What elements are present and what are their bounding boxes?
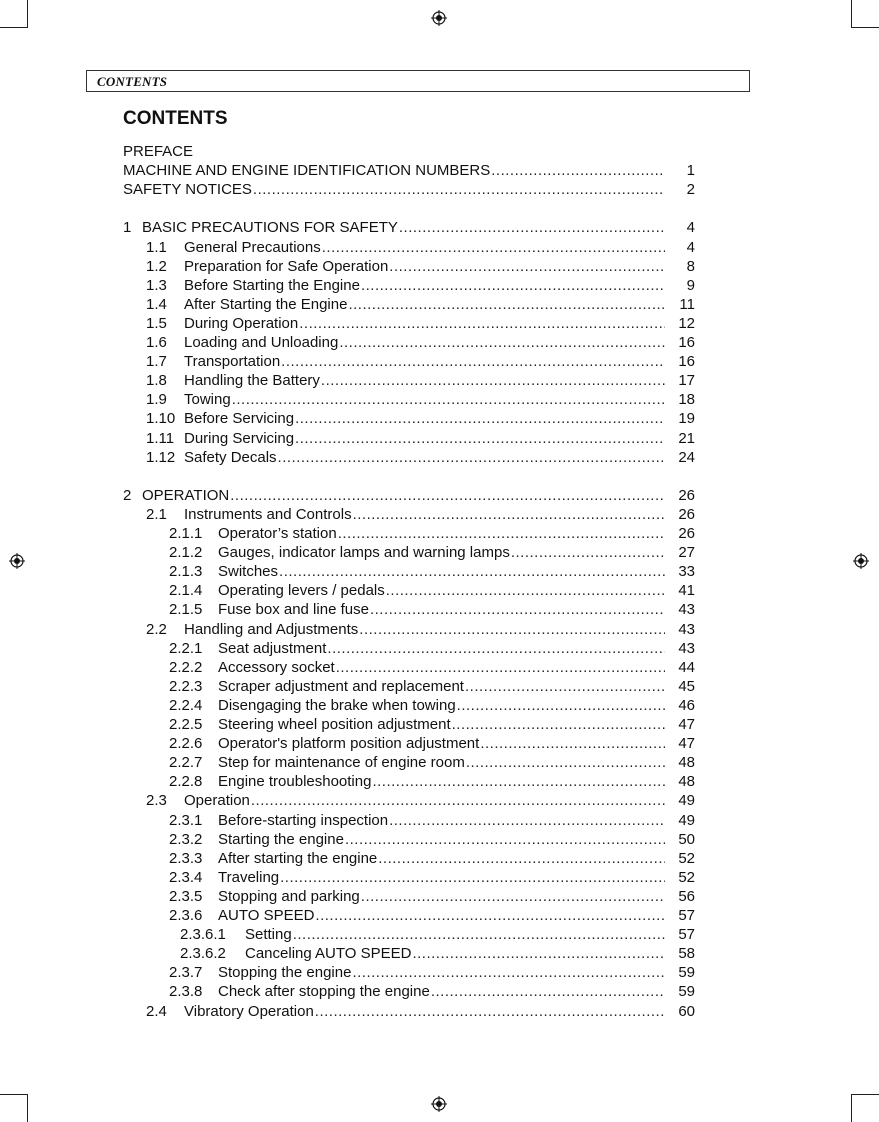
toc-entry-page-number: 9 — [686, 277, 695, 294]
toc-entry[interactable] — [169, 906, 695, 925]
toc-dot-leader — [315, 906, 665, 925]
toc-entry-page-number: 43 — [678, 601, 695, 618]
toc-entry[interactable] — [169, 868, 695, 887]
toc-dot-leader — [280, 868, 665, 887]
toc-entry-number: 2.2.3 — [169, 678, 203, 695]
toc-entry-number: 2.4 — [146, 1003, 167, 1020]
toc-entry[interactable] — [146, 257, 695, 276]
toc-entry-title: Setting — [245, 926, 292, 943]
toc-entry-page-number: 56 — [678, 888, 695, 905]
crop-mark-bottom-right-h — [851, 1094, 879, 1095]
toc-dot-leader — [230, 486, 665, 505]
toc-dot-leader — [412, 944, 665, 963]
toc-entry-title: Instruments and Controls — [184, 506, 352, 523]
toc-entry-number: 1.7 — [146, 353, 167, 370]
toc-dot-leader — [253, 180, 665, 199]
toc-entry-title: Fuse box and line fuse — [218, 601, 369, 618]
toc-entry-page-number: 52 — [678, 850, 695, 867]
toc-entry-page-number: 24 — [678, 449, 695, 466]
toc-entry-page-number: 60 — [678, 1003, 695, 1020]
toc-entry[interactable] — [146, 429, 695, 448]
toc-entry-number: 1.1 — [146, 239, 167, 256]
registration-mark-icon — [431, 1096, 447, 1112]
toc-dot-leader — [232, 390, 665, 409]
toc-entry-number: 2.3.6.2 — [180, 945, 226, 962]
crop-mark-top-right-v — [851, 0, 852, 28]
toc-dot-leader — [370, 600, 665, 619]
toc-dot-leader — [278, 448, 665, 467]
toc-entry-page-number: 43 — [678, 640, 695, 657]
toc-entry-page-number: 46 — [678, 697, 695, 714]
toc-entry-title: Operator's platform position adjustment — [218, 735, 480, 752]
toc-entry-number: 2.3.5 — [169, 888, 203, 905]
toc-dot-leader — [359, 620, 665, 639]
toc-entry-title: Loading and Unloading — [184, 334, 339, 351]
toc-entry-number: 2 — [123, 487, 132, 504]
toc-entry-page-number: 26 — [678, 506, 695, 523]
toc-dot-leader — [452, 715, 665, 734]
toc-dot-leader — [336, 658, 665, 677]
toc-entry[interactable] — [146, 295, 695, 314]
toc-entry-title: Starting the engine — [218, 831, 344, 848]
toc-entry[interactable] — [169, 811, 695, 830]
toc-entry-page-number: 18 — [678, 391, 695, 408]
toc-entry-page-number: 1 — [686, 162, 695, 179]
toc-entry-title: After Starting the Engine — [184, 296, 348, 313]
toc-entry-title: After starting the engine — [218, 850, 378, 867]
toc-entry-number: 1 — [123, 219, 132, 236]
toc-entry-number: 2.3.7 — [169, 964, 203, 981]
toc-entry[interactable] — [169, 581, 695, 600]
toc-entry-number: 2.3.4 — [169, 869, 203, 886]
toc-entry-title: Stopping the engine — [218, 964, 352, 981]
toc-dot-leader — [295, 409, 665, 428]
toc-entry-page-number: 47 — [678, 735, 695, 752]
toc-entry-number: 2.2.5 — [169, 716, 203, 733]
toc-entry-title: Vibratory Operation — [184, 1003, 314, 1020]
toc-dot-leader — [339, 333, 665, 352]
toc-entry-number: 1.3 — [146, 277, 167, 294]
toc-dot-leader — [431, 982, 665, 1001]
toc-entry[interactable] — [169, 734, 695, 753]
toc-entry-title: Engine troubleshooting — [218, 773, 372, 790]
toc-entry-page-number: 26 — [678, 525, 695, 542]
toc-entry-page-number: 21 — [678, 430, 695, 447]
toc-entry[interactable] — [146, 620, 695, 639]
toc-entry-title: Canceling AUTO SPEED — [245, 945, 412, 962]
toc-entry-number: 2.1.1 — [169, 525, 203, 542]
toc-entry[interactable] — [169, 600, 695, 619]
crop-mark-top-left-h — [0, 27, 28, 28]
toc-entry[interactable] — [146, 371, 695, 390]
toc-entry-title: Switches — [218, 563, 279, 580]
toc-entry-title: Check after stopping the engine — [218, 983, 430, 1000]
toc-dot-leader — [386, 581, 665, 600]
toc-entry[interactable] — [123, 180, 695, 199]
toc-entry-number: 2.1.2 — [169, 544, 203, 561]
toc-dot-leader — [457, 696, 665, 715]
toc-entry[interactable] — [180, 925, 695, 944]
toc-entry-number: 2.2.7 — [169, 754, 203, 771]
registration-mark-icon — [431, 10, 447, 26]
toc-entry-page-number: 27 — [678, 544, 695, 561]
running-header — [86, 70, 750, 92]
toc-entry-title: Towing — [184, 391, 231, 408]
toc-entry-number: 2.1 — [146, 506, 167, 523]
running-header-label: CONTENTS — [97, 74, 168, 89]
toc-entry[interactable] — [146, 276, 695, 295]
toc-entry-title: Stopping and parking — [218, 888, 360, 905]
toc-entry[interactable] — [169, 639, 695, 658]
toc-entry-page-number: 16 — [678, 353, 695, 370]
toc-entry-title: Seat adjustment — [218, 640, 327, 657]
toc-entry-title: Gauges, indicator lamps and warning lamps — [218, 544, 510, 561]
toc-dot-leader — [251, 791, 665, 810]
toc-entry-page-number: 2 — [686, 181, 695, 198]
toc-entry-page-number: 11 — [679, 296, 695, 313]
toc-entry-number: 1.4 — [146, 296, 167, 313]
toc-entry-number: 1.5 — [146, 315, 167, 332]
toc-entry-number: 2.2.4 — [169, 697, 203, 714]
toc-entry-title: MACHINE AND ENGINE IDENTIFICATION NUMBERS — [123, 162, 491, 179]
toc-entry[interactable] — [146, 1002, 695, 1021]
toc-entry[interactable] — [169, 772, 695, 791]
toc-entry[interactable] — [146, 791, 695, 810]
toc-entry[interactable] — [169, 524, 695, 543]
toc-dot-leader — [389, 811, 665, 830]
toc-dot-leader — [389, 257, 665, 276]
toc-entry-title: AUTO SPEED — [218, 907, 315, 924]
toc-entry[interactable] — [169, 887, 695, 906]
toc-entry-page-number: 47 — [678, 716, 695, 733]
toc-dot-leader — [352, 963, 665, 982]
toc-entry-number: 2.3.6.1 — [180, 926, 226, 943]
toc-entry-number: 2.2.6 — [169, 735, 203, 752]
toc-entry-number: 2.3.2 — [169, 831, 203, 848]
toc-entry[interactable] — [169, 543, 695, 562]
toc-entry-page-number: 57 — [678, 907, 695, 924]
toc-entry-title: Before Servicing — [184, 410, 295, 427]
toc-dot-leader — [338, 524, 665, 543]
toc-entry-title: During Servicing — [184, 430, 295, 447]
toc-entry-title: Steering wheel position adjustment — [218, 716, 451, 733]
toc-entry-title: PREFACE — [123, 143, 194, 160]
toc-entry[interactable] — [146, 314, 695, 333]
toc-dot-leader — [378, 849, 665, 868]
toc-entry[interactable] — [169, 562, 695, 581]
toc-entry[interactable] — [169, 830, 695, 849]
toc-entry-page-number: 48 — [678, 754, 695, 771]
toc-entry[interactable] — [146, 238, 695, 257]
toc-dot-leader — [281, 352, 665, 371]
toc-entry[interactable] — [146, 409, 695, 428]
toc-entry[interactable] — [123, 161, 695, 180]
toc-entry-number: 2.3 — [146, 792, 167, 809]
toc-entry-title: Scraper adjustment and replacement — [218, 678, 464, 695]
toc-entry-page-number: 58 — [678, 945, 695, 962]
toc-entry-title: Operator’s station — [218, 525, 337, 542]
toc-entry-page-number: 33 — [678, 563, 695, 580]
toc-entry-page-number: 45 — [678, 678, 695, 695]
toc-dot-leader — [295, 429, 665, 448]
toc-entry[interactable] — [146, 448, 695, 467]
toc-entry[interactable] — [123, 486, 695, 505]
toc-entry-title: Before-starting inspection — [218, 812, 389, 829]
toc-entry[interactable] — [146, 505, 695, 524]
toc-entry-number: 1.10 — [146, 410, 176, 427]
crop-mark-top-right-h — [851, 27, 879, 28]
toc-entry-number: 2.1.3 — [169, 563, 203, 580]
toc-entry-number: 1.2 — [146, 258, 167, 275]
toc-entry-title: Safety Decals — [184, 449, 277, 466]
toc-dot-leader — [327, 639, 665, 658]
toc-entry-page-number: 16 — [678, 334, 695, 351]
toc-dot-leader — [372, 772, 665, 791]
toc-dot-leader — [321, 371, 665, 390]
toc-dot-leader — [345, 830, 665, 849]
toc-entry-title: SAFETY NOTICES — [123, 181, 252, 198]
toc-dot-leader — [465, 677, 665, 696]
registration-mark-icon — [853, 553, 869, 569]
toc-entry-number: 1.9 — [146, 391, 167, 408]
toc-dot-leader — [279, 562, 665, 581]
toc-entry-title: Handling the Battery — [184, 372, 320, 389]
toc-entry-title: Operation — [184, 792, 250, 809]
toc-entry-page-number: 4 — [686, 219, 695, 236]
toc-entry-page-number: 8 — [686, 258, 695, 275]
toc-entry-page-number: 44 — [678, 659, 695, 676]
toc-entry-page-number: 57 — [678, 926, 695, 943]
toc-entry[interactable] — [180, 944, 695, 963]
toc-entry-page-number: 49 — [678, 812, 695, 829]
toc-entry-title: Handling and Adjustments — [184, 621, 359, 638]
toc-entry-number: 2.3.6 — [169, 907, 203, 924]
toc-entry-number: 2.2.2 — [169, 659, 203, 676]
toc-entry-page-number: 26 — [678, 487, 695, 504]
toc-entry-page-number: 17 — [678, 372, 695, 389]
toc-entry-number: 1.6 — [146, 334, 167, 351]
toc-entry-title: Transportation — [184, 353, 281, 370]
toc-entry-title: Operating levers / pedals — [218, 582, 385, 599]
toc-entry-number: 2.1.4 — [169, 582, 203, 599]
toc-entry[interactable] — [169, 849, 695, 868]
crop-mark-top-left-v — [27, 0, 28, 28]
toc-entry-page-number: 50 — [678, 831, 695, 848]
toc-entry[interactable] — [169, 753, 695, 772]
crop-mark-bottom-right-v — [851, 1094, 852, 1122]
toc-entry[interactable] — [146, 390, 695, 409]
toc-entry-number: 2.2.1 — [169, 640, 203, 657]
toc-entry-title: Step for maintenance of engine room — [218, 754, 465, 771]
toc-entry-title: OPERATION — [142, 487, 230, 504]
toc-entry-title: Accessory socket — [218, 659, 335, 676]
toc-entry-page-number: 48 — [678, 773, 695, 790]
toc-entry-number: 1.11 — [146, 430, 175, 447]
toc-dot-leader — [480, 734, 665, 753]
toc-entry-number: 2.3.3 — [169, 850, 203, 867]
toc-entry-page-number: 52 — [678, 869, 695, 886]
toc-entry[interactable] — [169, 963, 695, 982]
toc-entry-page-number: 43 — [678, 621, 695, 638]
toc-entry-title: BASIC PRECAUTIONS FOR SAFETY — [142, 219, 398, 236]
toc-entry-number: 2.2.8 — [169, 773, 203, 790]
toc-entry-title: Traveling — [218, 869, 280, 886]
toc-entry-number: 2.3.1 — [169, 812, 203, 829]
toc-entry[interactable] — [146, 352, 695, 371]
toc-dot-leader — [353, 505, 665, 524]
toc-dot-leader — [511, 543, 665, 562]
toc-entry[interactable] — [123, 218, 695, 237]
toc-dot-leader — [466, 753, 665, 772]
toc-entry-page-number: 41 — [678, 582, 695, 599]
toc-entry[interactable] — [169, 715, 695, 734]
toc-dot-leader — [361, 276, 665, 295]
toc-entry[interactable] — [146, 333, 695, 352]
toc-entry[interactable] — [123, 142, 695, 161]
toc-entry-page-number: 49 — [678, 792, 695, 809]
toc-entry-page-number: 4 — [686, 239, 695, 256]
registration-mark-icon — [9, 553, 25, 569]
toc-dot-leader — [399, 218, 665, 237]
toc-dot-leader — [491, 161, 665, 180]
toc-entry[interactable] — [169, 658, 695, 677]
toc-dot-leader — [293, 925, 665, 944]
toc-entry-page-number: 59 — [678, 964, 695, 981]
toc-dot-leader — [299, 314, 665, 333]
toc-entry-title: General Precautions — [184, 239, 321, 256]
toc-entry-number: 2.2 — [146, 621, 167, 638]
toc-entry-number: 2.3.8 — [169, 983, 203, 1000]
toc-entry[interactable] — [169, 677, 695, 696]
crop-mark-bottom-left-v — [27, 1094, 28, 1122]
crop-mark-bottom-left-h — [0, 1094, 28, 1095]
toc-entry-title: Disengaging the brake when towing — [218, 697, 456, 714]
toc-entry-number: 2.1.5 — [169, 601, 203, 618]
toc-entry-title: Preparation for Safe Operation — [184, 258, 389, 275]
toc-entry-number: 1.12 — [146, 449, 176, 466]
toc-entry-page-number: 59 — [678, 983, 695, 1000]
toc-dot-leader — [348, 295, 665, 314]
toc-entry-title: Before Starting the Engine — [184, 277, 360, 294]
toc-dot-leader — [361, 887, 665, 906]
page-title: CONTENTS — [123, 108, 228, 129]
toc-entry-page-number: 12 — [678, 315, 695, 332]
toc-entry-number: 1.8 — [146, 372, 167, 389]
toc-dot-leader — [322, 238, 665, 257]
toc-entry-title: During Operation — [184, 315, 299, 332]
toc-entry-page-number: 19 — [678, 410, 695, 427]
toc-dot-leader — [315, 1002, 665, 1021]
toc-entry[interactable] — [169, 696, 695, 715]
toc-entry[interactable] — [169, 982, 695, 1001]
